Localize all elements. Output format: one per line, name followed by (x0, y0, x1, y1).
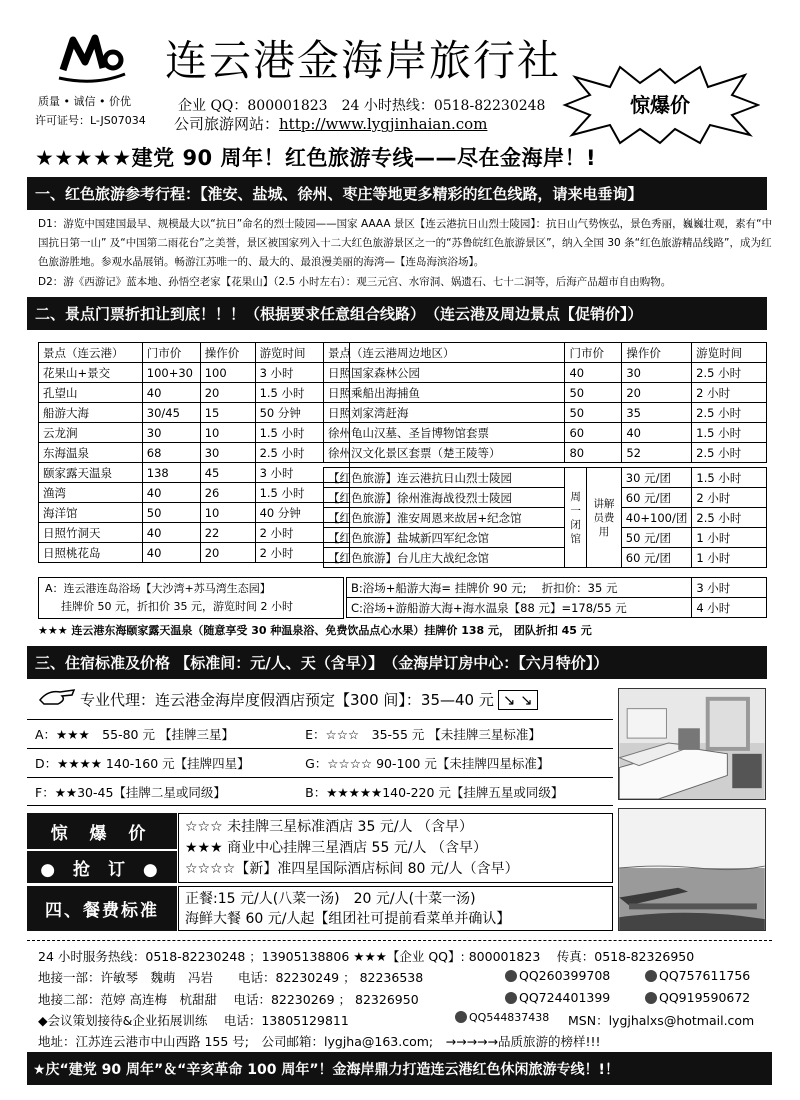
guide-fee-note: 讲解员费用 (587, 468, 622, 568)
table-cell: 30 (200, 443, 255, 463)
table-cell: 1 小时 (692, 548, 767, 568)
table-cell: 52 (622, 443, 692, 463)
table-cell: 26 (200, 483, 255, 503)
column-header: 游览时间 (692, 343, 767, 363)
table-row (324, 423, 767, 443)
branch-1-qq-1[interactable] (505, 968, 610, 983)
meeting-line: ◆会议策划接待&企业拓展训练 电话：13805129811 (38, 1013, 349, 1028)
table-cell: 50 (142, 503, 200, 523)
table-cell: 138 (142, 463, 200, 483)
table-row (39, 403, 350, 423)
column-header: 门市价 (142, 343, 200, 363)
table-cell: 22 (200, 523, 255, 543)
shock-item-3: ☆☆☆☆【新】准四星国际酒店标间 80 元/人（含早） (185, 861, 519, 877)
itinerary-day1: D1：游览中国建国最早、规模最大以“抗日”命名的烈士陵园——国家 AAAA 景区【连云港抗日山烈士陵园】：抗日山气势恢弘，景色秀丽，巍巍壮观，素有“中国抗日第一山” 及“中国第二雨花台”之美誉，景区被国家列入十二大红色旅游景区之一的“苏鲁皖红色旅游景区”，纳入全国 30 条“红色旅游精品线路”，成为红色旅游胜地。参观水晶展销。畅游江苏唯一的、最大的、最浪漫美丽的海湾—【连岛海滨浴场】。 (38, 218, 773, 268)
table-cell: 日照乘船出海捕鱼 (324, 383, 565, 403)
table-cell: 20 (200, 543, 255, 563)
red-tour-table (323, 467, 767, 568)
table-cell: 1 小时 (692, 528, 767, 548)
table-cell: 日照桃花岛 (39, 543, 143, 563)
table-cell: 【红色旅游】台儿庄大战纪念馆 (324, 548, 565, 568)
table-cell: 【红色旅游】淮安周恩来故居+纪念馆 (324, 508, 565, 528)
table-cell: 徐州龟山汉墓、圣旨博物馆套票 (324, 423, 565, 443)
table-cell: 1.5 小时 (255, 423, 349, 443)
table-cell: 【红色旅游】徐州淮海战役烈士陵园 (324, 488, 565, 508)
branch-2: 地接二部：范婷 高连梅 杭甜甜 电话：82230269 ； 82326950 (38, 992, 419, 1007)
branch-1-qq-2[interactable] (645, 968, 750, 983)
combo-a: A：连云港连岛浴场【大沙湾+苏马湾生态园】 (45, 582, 271, 595)
table-cell: 孔望山 (39, 383, 143, 403)
table-cell: 云龙涧 (39, 423, 143, 443)
table-cell: 2 小时 (692, 383, 767, 403)
qq-number: QQ260399708 (519, 968, 611, 983)
rate-row (27, 719, 613, 748)
table-cell: 2.5 小时 (692, 363, 767, 383)
table-cell: 颐家露天温泉 (39, 463, 143, 483)
table-cell: 40 (142, 383, 200, 403)
company-logo (55, 30, 130, 85)
table-cell: 30/45 (142, 403, 200, 423)
section4-title: 四、餐费标准 (27, 886, 177, 931)
table-cell: 45 (200, 463, 255, 483)
promo-starburst-icon (560, 65, 760, 145)
table-cell: 15 (200, 403, 255, 423)
rate-item: D：★★★★ 140-160 元【挂牌四星】 (35, 756, 250, 771)
shock-price-label: 惊 爆 价 (27, 813, 177, 849)
qq-number: QQ757611756 (659, 968, 751, 983)
hotel-agent (80, 689, 655, 710)
table-cell: 渔湾 (39, 483, 143, 503)
table-cell: 40 分钟 (255, 503, 349, 523)
hotel-room-photo (618, 688, 766, 800)
table-cell: 1.5 小时 (255, 483, 349, 503)
rate-row (27, 748, 613, 777)
seaside-photo (618, 808, 766, 931)
table-cell: 2 小时 (255, 543, 349, 563)
main-slogan: ★★★★★建党 90 周年！红色旅游专线——尽在金海岸！! (35, 146, 597, 170)
table-cell: 50 分钟 (255, 403, 349, 423)
hotline: 24 小时服务热线：0518-82230248 ；13905138806 ★★★【企业 QQ】: 800001823 传真：0518-82326950 (38, 949, 695, 964)
table-header-row (39, 343, 350, 363)
table-row (39, 503, 350, 523)
table-row (39, 543, 350, 563)
column-header: 操作价 (200, 343, 255, 363)
table-row (324, 488, 767, 508)
hot-spring-note: ★★★ 连云港东海颐家露天温泉（随意享受 30 种温泉浴、免费饮品点心水果）挂牌价 138 元， 团队折扣 45 元 (38, 624, 592, 637)
table-cell: 花果山+景交 (39, 363, 143, 383)
column-header: 游览时间 (255, 343, 349, 363)
table-cell: 2 小时 (255, 523, 349, 543)
qq-number: QQ724401399 (519, 990, 611, 1005)
table-row (324, 548, 767, 568)
table-cell: 30 元/团 (621, 468, 692, 488)
table-cell: 60 (565, 423, 622, 443)
table-cell: 100+30 (142, 363, 200, 383)
table-row (324, 363, 767, 383)
table-cell: 40 (565, 363, 622, 383)
table-cell: 1.5 小时 (692, 423, 767, 443)
column-header: 景点（连云港） (39, 343, 143, 363)
website-line (174, 113, 487, 134)
table-cell: 船游大海 (39, 403, 143, 423)
grab-booking-label: ● 抢 订 ● (27, 851, 177, 883)
contact-line: 企业 QQ：800001823 24 小时热线：0518-82230248 (178, 98, 546, 114)
column-header: 操作价 (622, 343, 692, 363)
shock-price-box (178, 813, 613, 883)
table-row (324, 468, 767, 488)
table-row (39, 363, 350, 383)
table-cell: 50 (565, 403, 622, 423)
table-cell: 2.5 小时 (692, 443, 767, 463)
table-cell: 50 元/团 (621, 528, 692, 548)
rate-item: A：★★★ 55-80 元 【挂牌三星】 (35, 727, 234, 742)
table-cell: 1.5 小时 (692, 468, 767, 488)
column-header: 景点（连云港周边地区） (324, 343, 565, 363)
table-row (324, 508, 767, 528)
table-cell: 徐州汉文化景区套票（楚王陵等） (324, 443, 565, 463)
table-cell: 日照竹洞天 (39, 523, 143, 543)
rate-item: B：★★★★★140-220 元【挂牌五星或同级】 (305, 784, 564, 800)
ticket-table-nearby (323, 342, 767, 463)
table-cell: 【红色旅游】盐城新四军纪念馆 (324, 528, 565, 548)
table-row (324, 383, 767, 403)
qq-icon (505, 970, 517, 982)
shock-item-1: ☆☆☆ 未挂牌三星标准酒店 35 元/人 （含早） (185, 819, 473, 835)
table-cell: 10 (200, 503, 255, 523)
qq-number: QQ919590672 (659, 990, 751, 1005)
table-cell: 100 (200, 363, 255, 383)
table-cell: 【红色旅游】连云港抗日山烈士陵园 (324, 468, 565, 488)
meal-line-2: 海鲜大餐 60 元/人起【组团社可提前看菜单并确认】 (185, 911, 511, 927)
table-cell: 80 (565, 443, 622, 463)
table-cell: 2.5 小时 (255, 443, 349, 463)
table-cell: 2.5 小时 (692, 508, 767, 528)
hand-pointer-icon (38, 686, 76, 708)
down-arrows-icon: ↘ ↘ (498, 690, 538, 710)
footer-divider (27, 940, 772, 941)
table-cell: 60 元/团 (621, 548, 692, 568)
closed-monday-note: 周一闭馆 (565, 468, 587, 568)
itinerary-day2: D2：游《西游记》蓝本地、孙悟空老家【花果山】（2.5 小时左右）：观三元宫、水帘洞、娲遗石、七十二洞等，后海产品超市自由购物。 (38, 276, 672, 288)
table-row (39, 483, 350, 503)
qq-icon (505, 992, 517, 1004)
table-cell: 3 小时 (255, 363, 349, 383)
table-row (324, 528, 767, 548)
license-number: 许可证号：L-JS07034 (35, 114, 146, 127)
combo-bc-table (346, 577, 767, 618)
table-cell: 68 (142, 443, 200, 463)
msn-contact[interactable]: MSN：lygjhalxs@hotmail.com (568, 1013, 755, 1028)
table-cell: 10 (200, 423, 255, 443)
combo-b: B:浴场+船游大海= 挂牌价 90 元; 折扣价：35 元 (347, 578, 692, 598)
table-cell: 20 (200, 383, 255, 403)
branch-2-qq-2[interactable] (645, 990, 750, 1005)
ticket-table-local (38, 342, 350, 563)
section3-title: 三、住宿标准及价格 【标准间：元/人、天（含早）】 （金海岸订房中心：【六月特价】） (27, 646, 767, 679)
company-motto: 质量 • 诚信 • 价优 (38, 95, 131, 108)
qq-number: QQ544837438 (469, 1011, 550, 1024)
company-name: 连云港金海岸旅行社 (165, 36, 562, 85)
table-row (39, 443, 350, 463)
table-cell: 日照国家森林公园 (324, 363, 565, 383)
table-cell: 40 (142, 523, 200, 543)
rate-item: G：☆☆☆☆ 90-100 元【未挂牌四星标准】 (305, 756, 550, 771)
table-cell: 20 (622, 383, 692, 403)
table-cell: 海洋馆 (39, 503, 143, 523)
qq-icon (645, 992, 657, 1004)
promo-badge: 惊爆价 (630, 93, 690, 117)
website-link[interactable]: http://www.lygjinhaian.com (279, 115, 488, 133)
table-cell: 2.5 小时 (692, 403, 767, 423)
combo-b-time: 3 小时 (692, 578, 767, 598)
table-cell: 1.5 小时 (255, 383, 349, 403)
table-cell: 35 (622, 403, 692, 423)
shock-item-2: ★★★ 商业中心挂牌三星酒店 55 元/人 （含早） (185, 840, 487, 856)
qq-icon (645, 970, 657, 982)
website-label: 公司旅游网站： (174, 115, 280, 133)
rate-item: F：★★30-45【挂牌二星或同级】 (35, 784, 226, 800)
table-cell: 日照刘家湾赶海 (324, 403, 565, 423)
table-cell: 30 (622, 363, 692, 383)
table-cell: 2 小时 (692, 488, 767, 508)
combo-c: C:浴场+游船游大海+海水温泉【88 元】=178/55 元 (347, 598, 692, 618)
table-row (39, 423, 350, 443)
table-row (39, 463, 350, 483)
table-cell: 3 小时 (255, 463, 349, 483)
meal-line-1: 正餐:15 元/人(八菜一汤) 20 元/人(十菜一汤) (185, 891, 476, 907)
table-cell: 40 (142, 483, 200, 503)
table-header-row (324, 343, 767, 363)
rate-item: E：☆☆☆ 35-55 元 【未挂牌三星标准】 (305, 727, 541, 742)
branch-2-qq-1[interactable] (505, 990, 610, 1005)
branch-1: 地接一部：许敏琴 魏萌 冯岩 电话：82230249 ； 82236538 (38, 970, 424, 985)
table-row (39, 523, 350, 543)
combo-a-price: 挂牌价 50 元，折扣价 35 元，游览时间 2 小时 (61, 600, 293, 613)
section1-title: 一、红色旅游参考行程：【淮安、盐城、徐州、枣庄等地更多精彩的红色线路，请来电垂询】 (27, 177, 767, 210)
table-cell: 50 (565, 383, 622, 403)
table-cell: 60 元/团 (621, 488, 692, 508)
address-line: 地址：江苏连云港市中山西路 155 号; 公司邮箱：lygjha@163.com; →→→→→品质旅游的榜样!!! (38, 1034, 601, 1049)
table-cell: 东海温泉 (39, 443, 143, 463)
table-cell: 30 (142, 423, 200, 443)
bottom-banner: ★庆“建党 90 周年”＆“辛亥革命 100 周年”！金海岸鼎力打造连云港红色休闲旅游专线！!！ (27, 1052, 772, 1085)
table-row (324, 403, 767, 423)
table-cell: 40 (142, 543, 200, 563)
combo-a-box (38, 577, 344, 619)
table-row (39, 383, 350, 403)
qq-icon (455, 1011, 467, 1023)
table-cell: 40+100/团 (621, 508, 692, 528)
section2-title: 二、景点门票折扣让到底！！！（根据要求任意组合线路） （连云港及周边景点【促销价】） (27, 297, 767, 330)
meeting-qq[interactable] (455, 1011, 549, 1024)
meal-box (178, 886, 613, 931)
table-row (324, 443, 767, 463)
rate-row (27, 777, 613, 806)
table-cell: 40 (622, 423, 692, 443)
hotel-agent-text: 专业代理：连云港金海岸度假酒店预定【300 间】：35—40 元 (80, 691, 494, 709)
combo-c-time: 4 小时 (692, 598, 767, 618)
column-header: 门市价 (565, 343, 622, 363)
